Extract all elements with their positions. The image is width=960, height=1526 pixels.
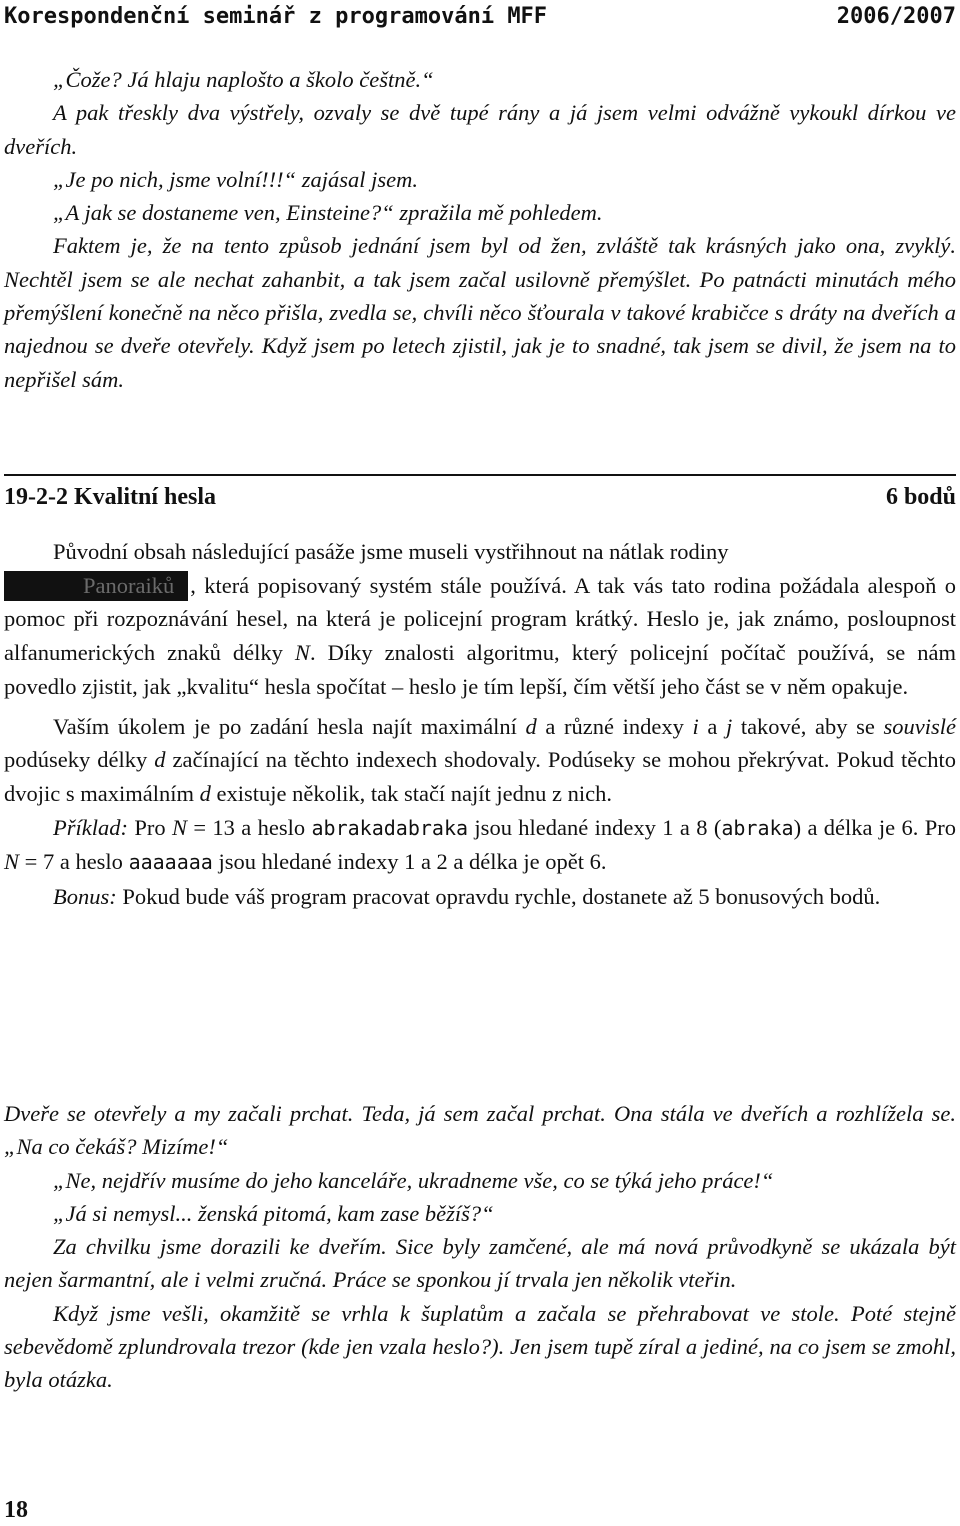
- story-text-top: [4, 63, 956, 396]
- task-paragraph-goal: Vaším úkolem je po zadání hesla najít maximální d a různé indexy i a j takové, aby se souvislé podúseky délky d začínající na těchto indexech shodovaly. Podúseky se mohou překrývat. Pokud těchto dvojic s maximálním d existuje několik, tak stačí najít jednu z nich.: [4, 713, 957, 806]
- redacted-name: Panoraiků: [4, 571, 188, 601]
- story-paragraph: Dveře se otevřely a my začali prchat. Teda, já sem začal prchat. Ona stála ve dveřích a rozhlížela se. „Na co čekáš? Mizíme!“: [4, 1101, 956, 1160]
- story-paragraph: A pak třeskly dva výstřely, ozvaly se dvě tupé rány a já jsem velmi odvážně vykoukl dírkou ve dveřích.: [4, 100, 956, 159]
- task-paragraph-example: Příklad: Pro N = 13 a heslo abrakadabraka jsou hledané indexy 1 a 8 (abraka) a délka je 6. Pro N = 7 a heslo aaaaaaa jsou hledané indexy 1 a 2 a délka je opět 6.: [4, 814, 956, 875]
- story-paragraph: Za chvilku jsme dorazili ke dveřím. Sice byly zamčené, ale má nová průvodkyně se ukázala být nejen šarmantní, ale i velmi zručná. Práce se sponkou jí trvala jen několik vteřin.: [4, 1234, 956, 1293]
- section-title: 19-2-2 Kvalitní hesla: [4, 484, 217, 510]
- story-text-bottom: [4, 1097, 956, 1397]
- story-paragraph: „Čože? Já hlaju naplošto a školo češtně.“: [53, 67, 434, 92]
- section-points: 6 bodů: [885, 484, 956, 510]
- header-year: 2006/2007: [836, 4, 956, 29]
- story-paragraph: „Je po nich, jsme volní!!!“ zajásal jsem.: [53, 166, 418, 192]
- header-title: Korespondenční seminář z programování MFF: [4, 4, 548, 29]
- task-text: [4, 535, 956, 914]
- story-paragraph: Když jsme vešli, okamžitě se vrhla k šuplatům a začala se přehrabovat ve stole. Poté stejně sebevědomě zplundrovala trezor (kde jen vzala heslo?). Jen jsem tupě zíral a jediné, na co jsem se zmohl, byla otázka.: [4, 1300, 956, 1393]
- running-header: [4, 2, 956, 32]
- task-paragraph-intro: Původní obsah následující pasáže jsme museli vystřihnout na nátlak rodiny Panoraiků , která popisovaný systém stále používá. A tak vás tato rodina požádala alespoň o pomoc při rozpoznávání hesel, na která je policejní program krátký. Heslo je, jak známo, posloupnost alfanumerických znaků délky N. Díky znalosti algoritmu, který policejní počítač používá, se nám povedlo zjistit, jak „kvalitu“ hesla spočítat – heslo je tím lepší, čím větší jeho část se v něm opakuje.: [4, 539, 956, 699]
- story-paragraph: „A jak se dostaneme ven, Einsteine?“ zpražila mě pohledem.: [53, 200, 603, 226]
- story-paragraph: Faktem je, že na tento způsob jednání jsem byl od žen, zvláště tak krásných jako ona, zvyklý. Nechtěl jsem se ale nechat zahanbit, a tak jsem začal usilovně přemýšlet. Po patnácti minutách mého přemýšlení konečně na něco přišla, zvedla se, chvíli něco šťourala v takové krabičce s dráty na dveřích a najednou se dveře otevřely. Když jsem po letech zjistil, jak je to snadné, tak jsem se divil, že jsem na to nepřišel sám.: [4, 233, 956, 392]
- story-paragraph: „Já si nemysl... ženská pitomá, kam zase běžíš?“: [53, 1200, 494, 1226]
- story-paragraph: „Ne, nejdřív musíme do jeho kanceláře, ukradneme vše, co se týká jeho práce!“: [53, 1167, 774, 1193]
- page-number: 18: [4, 1497, 28, 1523]
- section-heading: [4, 474, 956, 512]
- task-paragraph-bonus: Bonus: Pokud bude váš program pracovat opravdu rychle, dostanete až 5 bonusových bodů.: [53, 884, 881, 910]
